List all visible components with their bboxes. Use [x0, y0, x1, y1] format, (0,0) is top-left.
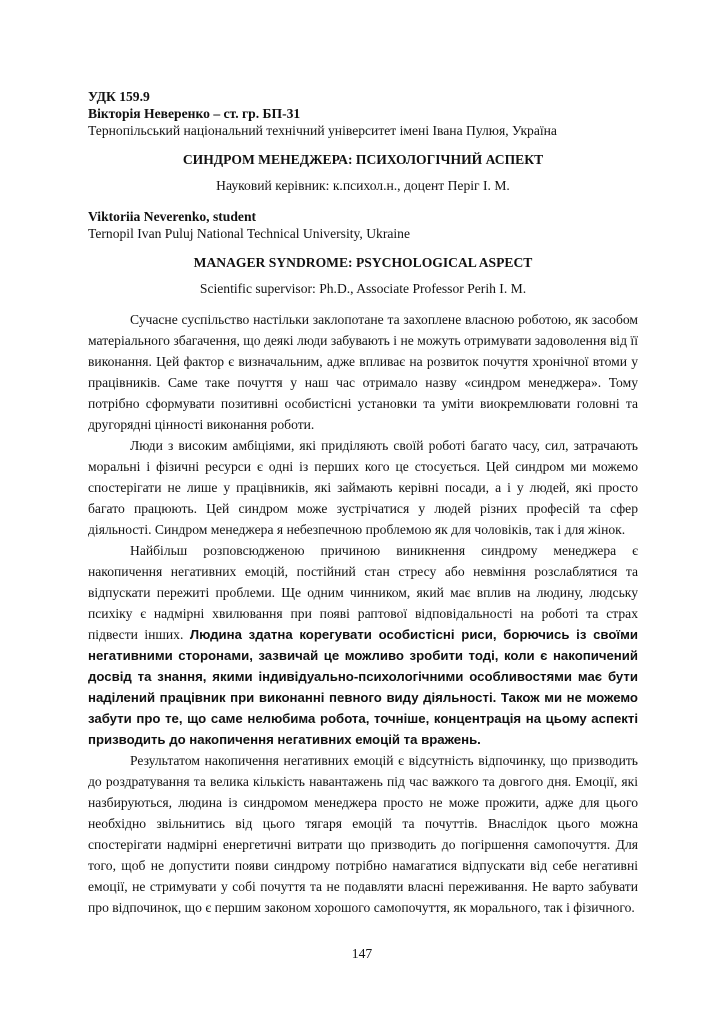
paragraph-3	[88, 540, 638, 750]
paragraph-3-serif-text: Найбільш розповсюдженою причиною виникнення синдрому менеджера є накопичення негативних емоцій, постійний стан стресу або невміння розслаблятися та відпускати пережиті проблеми. Ще одним чинником, який має вплив на людину, людську психіку є надмірні хвилювання при появі раптової відповідальності на роботі та страх підвести інших.	[88, 543, 638, 642]
title-ua: СИНДРОМ МЕНЕДЖЕРА: ПСИХОЛОГІЧНИЙ АСПЕКТ	[182, 152, 544, 167]
page-number: 147	[351, 946, 373, 961]
article	[88, 88, 638, 918]
paragraph-4: Результатом накопичення негативних емоцій є відсутність відпочинку, що призводить до роздратування та велика кількість навантажень під час важкого та довгого дня. Емоції, які назбируються, людина із синдромом менеджера просто не може прожити, адже для цього необхідно звільнитись від цього тягаря емоцій та почуттів. Внаслідок цього можна спостерігати надмірні енергетичні витрати що призводить до погіршення самопочуття. Для того, щоб не допустити появи синдрому потрібно намагатися відпускати від себе негативні емоції, не стримувати у собі почуття та не подавляти власні переживання. Не варто забувати про відпочинок, що є першим законом хорошого самопочуття, як морального, так і фізичного.	[88, 753, 638, 915]
paragraph-1: Сучасне суспільство настільки заклопотане та захоплене власною роботою, як засобом матеріального збагачення, що деякі люди забувають і не можуть отримувати задоволення від її виконання. Цей фактор є визначальним, адже впливає на розвиток почуття хронічної втоми у працівників. Саме таке почуття у наш час отримало назву «синдром менеджера». Тому потрібно сформувати позитивні особистісні установки та уміти виокремлювати головні та другорядні цінності виконання роботи.	[88, 312, 638, 432]
author-ua: Вікторія Неверенко – ст. гр. БП-31	[88, 106, 301, 121]
supervisor-ua: Науковий керівник: к.психол.н., доцент Періг І. М.	[216, 178, 510, 193]
affiliation-ua: Тернопільський національний технічний університет імені Івана Пулюя, Україна	[88, 123, 557, 138]
title-en: MANAGER SYNDROME: PSYCHOLOGICAL ASPECT	[193, 255, 533, 270]
supervisor-en: Scientific supervisor: Ph.D., Associate Professor Perih I. M.	[199, 281, 527, 296]
paragraph-2: Люди з високим амбіціями, які приділяють своїй роботі багато часу, сил, затрачають моральні і фізичні ресурси є одні із перших кого це стосується. Цей синдром ми можемо спостерігати не лише у працівників, які займають керівні посади, а і у людей, які просто багато працюють. Цей синдром може зустрічатися у людей різних професій та сфер діяльності. Синдром менеджера я небезпечною проблемою як для чоловіків, так і для жінок.	[88, 438, 638, 537]
affiliation-en: Ternopil Ivan Puluj National Technical University, Ukraine	[88, 226, 410, 241]
author-en: Viktoriia Neverenko, student	[88, 209, 257, 224]
udk-code: УДК 159.9	[88, 89, 150, 104]
paragraph-3-emphasis-text: Людина здатна корегувати особистісні риси, борючись із своїми негативними сторонами, зазвичай це можливо зробити тоді, коли є накопичений досвід та знання, якими індивідуально-психологічними особливостями має бути наділений працівник при виконанні певного виду діяльності. Також ми не можемо забути про те, що саме нелюбима робота, точніше, концентрація на цьому аспекті призводить до накопичення негативних емоцій та вражень.	[88, 627, 638, 747]
